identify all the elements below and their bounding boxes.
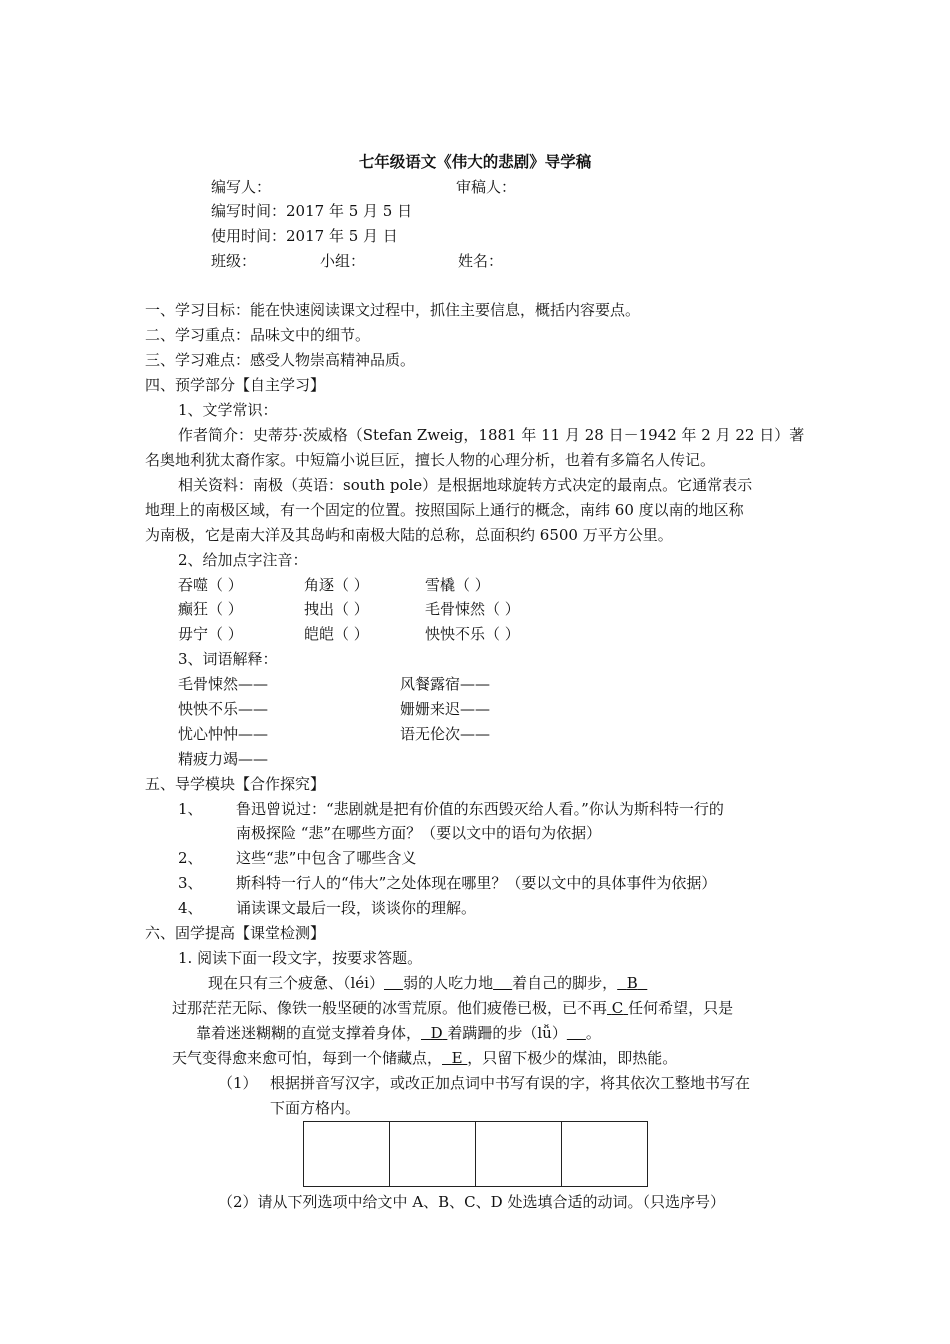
section-test: 六、固学提高【课堂检测】	[145, 924, 326, 942]
passage-text: 着蹒跚的步（lǚ）	[447, 1024, 567, 1042]
section-prestudy: 四、预学部分【自主学习】	[145, 376, 326, 394]
blank-e	[442, 1049, 467, 1067]
explore-question: 斯科特一行人的“伟大”之处体现在哪里？（要以文中的具体事件为依据）	[236, 874, 717, 892]
passage-text: 过那茫茫无际、像铁一般坚硬的冰雪荒原。他们疲倦已极，已不再	[172, 999, 608, 1017]
pinyin-item: 吞噬（ ）	[178, 576, 243, 594]
passage-line	[172, 997, 733, 1019]
sub-question-text: 根据拼音写汉字，或改正加点词中书写有误的字，将其依次工整地书写在	[270, 1074, 751, 1092]
vocab-item: 风餐露宿——	[400, 675, 491, 693]
vocab-item: 忧心忡忡——	[178, 725, 269, 743]
blank-b-letter: B	[626, 974, 638, 992]
reviewer-label: 审稿人：	[456, 178, 517, 196]
related-info-line: 地理上的南极区域，有一个固定的位置。按照国际上通行的概念，南纬 60 度以南的地区称	[145, 501, 744, 519]
group-label: 小组：	[320, 252, 366, 270]
section-difficulties: 三、学习难点：感受人物崇高精神品质。	[145, 351, 416, 369]
passage-text: 天气变得愈来愈可怕，每到一个储藏点，	[172, 1049, 443, 1067]
answer-grid	[303, 1121, 648, 1187]
blank-d-letter: D	[430, 1024, 443, 1042]
section-key-points: 二、学习重点：品味文中的细节。	[145, 326, 371, 344]
pinyin-item: 皑皑（ ）	[304, 625, 369, 643]
pinyin-item: 怏怏不乐（ ）	[425, 625, 520, 643]
sub-question-number: （1）	[218, 1074, 258, 1092]
passage-text: 弱的人吃力地	[403, 974, 494, 992]
blank	[493, 974, 512, 992]
passage-text: ，只留下极少的煤油，即热能。	[467, 1049, 678, 1067]
blank	[567, 1024, 586, 1042]
answer-cell[interactable]	[476, 1122, 562, 1186]
blank-a	[384, 974, 403, 992]
sub-question-text: 下面方格内。	[270, 1099, 361, 1117]
name-label: 姓名：	[458, 252, 504, 270]
class-label: 班级：	[211, 252, 257, 270]
document-title: 七年级语文《伟大的悲剧》导学稿	[358, 152, 592, 171]
vocab-item: 精疲力竭——	[178, 750, 269, 768]
passage-text: 现在只有三个疲惫、（léi）	[208, 974, 384, 992]
passage-text: 。	[585, 1024, 601, 1042]
answer-cell[interactable]	[390, 1122, 476, 1186]
passage-text: 着自己的脚步，	[512, 974, 618, 992]
passage-text: 靠着迷迷糊糊的直觉支撑着身体，	[196, 1024, 422, 1042]
vocab-item: 姗姗来迟——	[400, 700, 491, 718]
blank-e-letter: E	[451, 1049, 463, 1067]
explore-question: 鲁迅曾说过：“悲剧就是把有价值的东西毁灭给人看。”你认为斯科特一行的	[236, 800, 724, 818]
passage-line	[196, 1022, 601, 1044]
pinyin-item: 拽出（ ）	[304, 600, 369, 618]
section-explore: 五、导学模块【合作探究】	[145, 775, 326, 793]
author-intro-line: 名奥地利犹太裔作家。中短篇小说巨匠，擅长人物的心理分析，也着有多篇名人传记。	[145, 451, 716, 469]
author-intro-line: 作者简介：史蒂芬·茨威格（Stefan Zweig，1881 年 11 月 28 日－1942 年 2 月 22 日）著	[178, 426, 805, 444]
blank-c-letter: C	[611, 999, 624, 1017]
blank-b	[617, 974, 647, 992]
vocab-item: 语无伦次——	[400, 725, 491, 743]
related-info-line: 相关资料：南极（英语：south pole）是根据地球旋转方式决定的最南点。它通常表示	[178, 476, 753, 494]
explore-question: 诵读课文最后一段，谈谈你的理解。	[236, 899, 477, 917]
explore-number: 4、	[178, 899, 203, 917]
explore-number: 1、	[178, 800, 203, 818]
pinyin-item: 角逐（ ）	[304, 576, 369, 594]
explore-question: 这些“悲”中包含了哪些含义	[236, 849, 417, 867]
pinyin-heading: 2、给加点字注音：	[178, 551, 308, 569]
explore-question: 南极探险 “悲”在哪些方面？（要以文中的语句为依据）	[236, 824, 602, 842]
explore-number: 2、	[178, 849, 203, 867]
vocab-heading: 3、词语解释：	[178, 650, 278, 668]
blank-c	[607, 999, 628, 1017]
blank-d	[421, 1024, 447, 1042]
section-goals: 一、学习目标：能在快速阅读课文过程中，抓住主要信息，概括内容要点。	[145, 301, 641, 319]
explore-number: 3、	[178, 874, 203, 892]
vocab-item: 怏怏不乐——	[178, 700, 269, 718]
pinyin-item: 毋宁（ ）	[178, 625, 243, 643]
answer-cell[interactable]	[562, 1122, 647, 1186]
answer-cell[interactable]	[304, 1122, 390, 1186]
write-time: 编写时间：2017 年 5 月 5 日	[211, 202, 413, 220]
writer-label: 编写人：	[211, 178, 272, 196]
passage-line	[172, 1047, 677, 1069]
test-question: 1. 阅读下面一段文字，按要求答题。	[178, 949, 423, 967]
use-time: 使用时间：2017 年 5 月 日	[211, 227, 398, 245]
related-info-line: 为南极，它是南大洋及其岛屿和南极大陆的总称，总面积约 6500 万平方公里。	[145, 526, 673, 544]
pinyin-item: 毛骨悚然（ ）	[425, 600, 520, 618]
pinyin-item: 癫狂（ ）	[178, 600, 243, 618]
pinyin-item: 雪橇（ ）	[425, 576, 490, 594]
lit-heading: 1、文学常识：	[178, 401, 278, 419]
passage-text: 任何希望，只是	[628, 999, 734, 1017]
vocab-item: 毛骨悚然——	[178, 675, 269, 693]
sub-question-text: （2）请从下列选项中给文中 A、B、C、D 处选填合适的动词。（只选序号）	[218, 1193, 725, 1211]
passage-line	[208, 972, 647, 994]
